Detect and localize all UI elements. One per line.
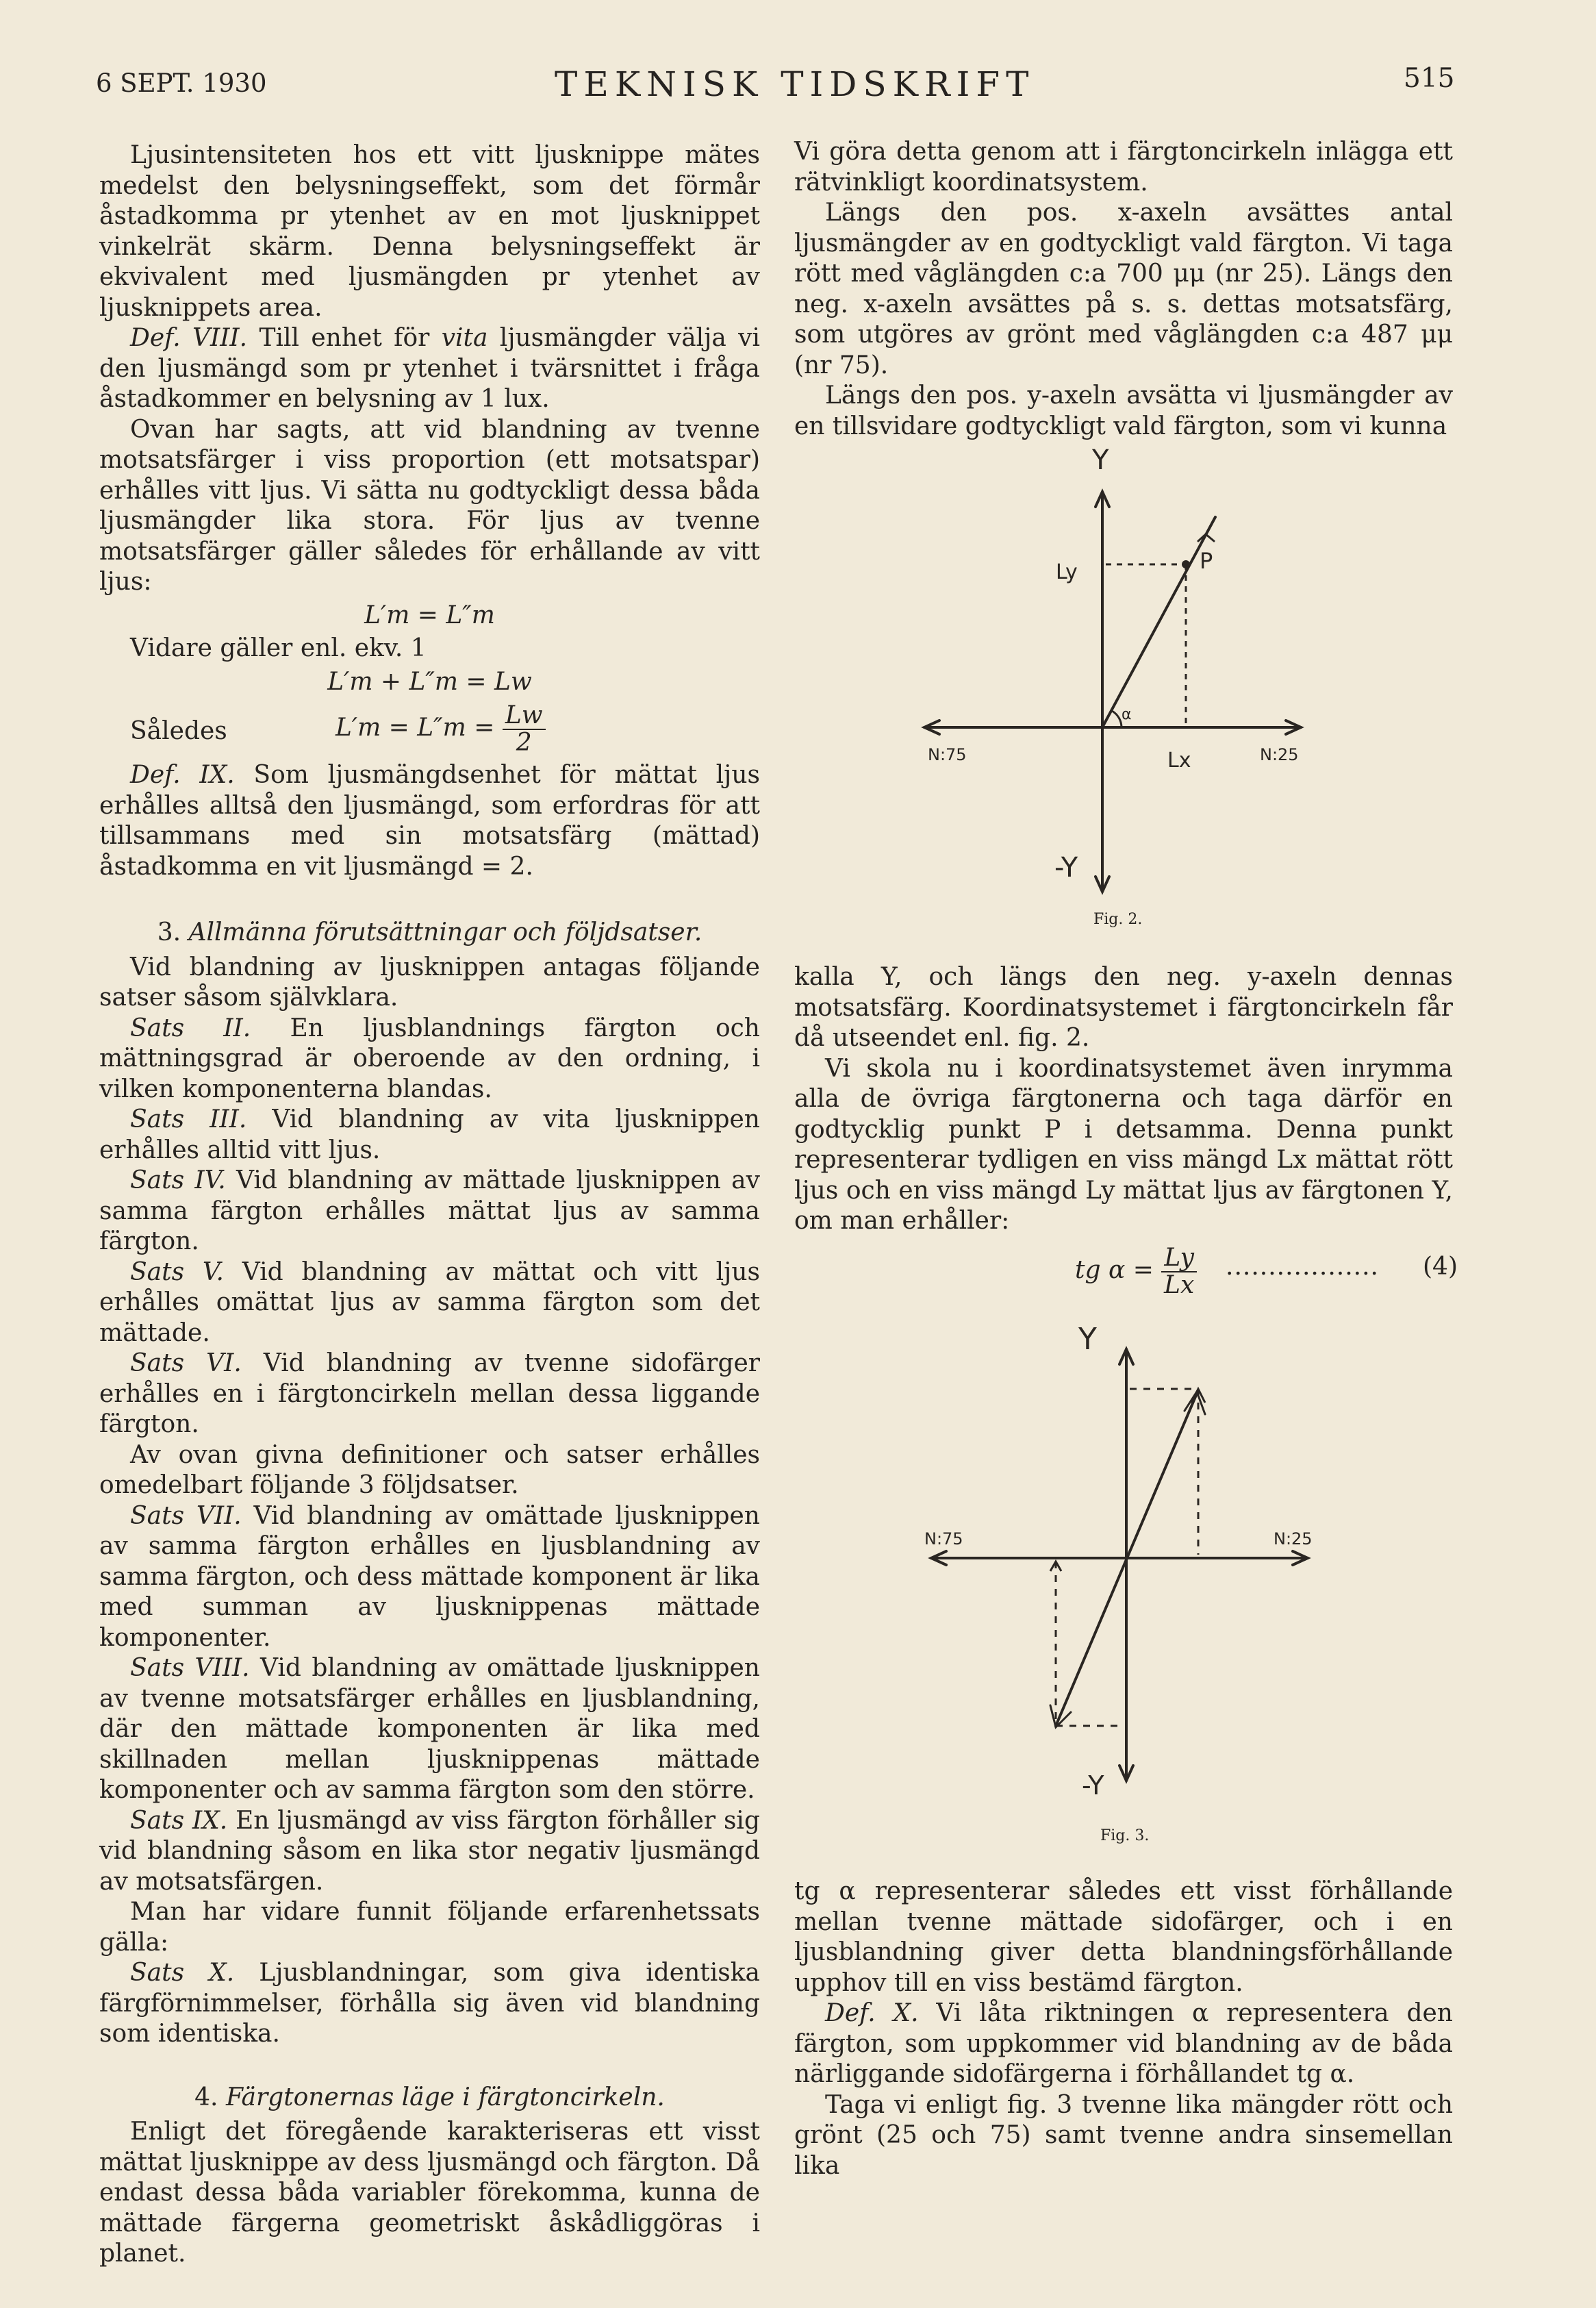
theorem-label: Sats II.: [130, 1014, 251, 1042]
vector-arrowhead: [1198, 534, 1214, 541]
paragraph-saturated-colors: Enligt det föregående karakteriseras ett visst mättat ljusknippe av dess ljusmängd och färgton. Då endast dessa båda variabler förekomma, kunna de mättade färgerna geometriskt åskådliggöras i planet.: [99, 2118, 760, 2268]
paragraph-vidare: Vidare gäller enl. ekv. 1: [130, 634, 427, 662]
page-number: 515: [1404, 63, 1455, 94]
theorem-text: Ljusblandningar, som giva identiska färgförnimmelser, förhålla sig även vid blandning som identiska.: [99, 1959, 760, 2048]
section-number: 4.: [194, 2083, 218, 2111]
definition-text: ljusmängder välja vi den ljusmängd som pr ytenhet i tvärsnittet i fråga åstadkommer en belysning av 1 lux.: [99, 324, 761, 413]
theorem-iii: [99, 1105, 760, 1166]
theorem-label: Sats III.: [130, 1105, 247, 1133]
definition-label: Def. IX.: [130, 761, 235, 789]
theorem-text: Vid blandning av mättat och vitt ljus erhålles omättat ljus av samma färgton som det mättade.: [99, 1257, 760, 1347]
fraction-numerator: Ly: [1161, 1245, 1197, 1272]
fig3-left-label: N:75: [924, 1529, 963, 1548]
fraction-denominator: 2: [516, 729, 532, 757]
theorem-label: Sats VIII.: [130, 1654, 250, 1682]
theorem-text: Vid blandning av tvenne sidofärger erhålles en i färgtoncirkeln mellan dessa liggande färgton.: [99, 1349, 760, 1438]
equation-number: (4): [1423, 1252, 1458, 1281]
equation-label: Således: [130, 717, 227, 745]
theorem-v: [99, 1257, 760, 1349]
fig2-lx-label: Lx: [1167, 749, 1191, 773]
theorem-ix: [99, 1806, 760, 1898]
fig2-neg-y-label: -Y: [1054, 852, 1078, 883]
section-title: Färgtonernas läge i färgtoncirkeln.: [225, 2083, 665, 2111]
section-title: Allmänna förutsättningar och följdsatser.: [188, 918, 702, 946]
figure-2: [904, 438, 1328, 918]
definition-viii: [99, 323, 760, 415]
theorem-vi: [99, 1349, 760, 1440]
right-column-bottom: [794, 1877, 1453, 2181]
fraction: [1161, 1245, 1197, 1299]
equation-2: L′m + L″m = Lw: [327, 667, 532, 696]
equation-lhs: L′m = L″m =: [335, 714, 495, 742]
theorem-label: Sats VI.: [130, 1349, 242, 1377]
page-header: [96, 63, 1465, 116]
theorem-text: En ljusmängd av viss färgton förhåller sig vid blandning såsom en lika stor negativ ljusmängd av motsatsfärgen.: [99, 1806, 760, 1896]
theorem-label: Sats X.: [130, 1959, 235, 1987]
equation-4-expr: [1075, 1245, 1197, 1299]
emphasis: vita: [441, 324, 488, 352]
journal-title: TEKNISK TIDSKRIFT: [555, 64, 1035, 104]
equation-1: L′m = L″m: [364, 601, 495, 629]
point-p: [1182, 560, 1190, 568]
fig2-y-label: Y: [1092, 444, 1109, 476]
fraction-denominator: Lx: [1164, 1270, 1195, 1299]
theorem-viii: [99, 1653, 760, 1806]
fig2-left-label: N:75: [928, 745, 967, 764]
theorem-text: En ljusblandnings färgton och mättningsgrad är oberoende av den ordning, i vilken komponenterna blandas.: [99, 1014, 760, 1103]
figure-2-diagram: [904, 438, 1328, 918]
fraction: [503, 703, 546, 756]
fig2-alpha-label: α: [1122, 706, 1132, 723]
paragraph-corollaries: Av ovan givna definitioner och satser erhålles omedelbart följande 3 följdsatser.: [99, 1440, 760, 1499]
theorem-ii: [99, 1014, 760, 1105]
theorem-vii: [99, 1501, 760, 1654]
section-3-heading: [99, 918, 760, 949]
paragraph-assumptions: Vid blandning av ljusknippen antagas följande satser såsom självklara.: [99, 953, 760, 1012]
definition-x: [794, 1998, 1453, 2090]
fig2-ly-label: Ly: [1056, 560, 1078, 584]
paragraph-y-axis: Längs den pos. y-axeln avsätta vi ljusmängder av en tillsvidare godtyckligt vald färgton, som vi kunna: [794, 381, 1453, 440]
fraction-numerator: Lw: [503, 703, 546, 730]
paragraph-complementary: Ovan har sagts, att vid blandning av tvenne motsatsfärger i viss proportion (ett motsatspar) erhålles vitt ljus. Vi sätta nu godtyckligt dessa båda ljusmängder lika stora. För ljus av tvenne motsatsfärger gäller således för erhållande av vitt ljus:: [99, 415, 760, 596]
definition-text: Till enhet för: [247, 324, 442, 352]
header-date: 6 SEPT. 1930: [96, 68, 267, 98]
alpha-arc: [1112, 711, 1122, 727]
figure-3: [904, 1315, 1328, 1808]
definition-text: Vi låta riktningen α representera den färgton, som uppkommer vid blandning av de båda närliggande sidofärgerna i förhållandet tg α.: [794, 1999, 1453, 2088]
theorem-x: [99, 1958, 760, 2050]
theorem-text: Vid blandning av omättade ljusknippen av samma färgton erhålles en ljusblandning av samma färgton, och dess mättade komponent är lika med summan av ljusknippenas mättade komponenter.: [99, 1501, 760, 1652]
fig2-right-label: N:25: [1260, 745, 1299, 764]
paragraph-tg-alpha: tg α representerar således ett visst förhållande mellan tvenne mättade sidofärger, och i en ljusblandning giver detta blandningsförhållande upphov till en viss bestämd färgton.: [794, 1877, 1453, 1997]
theorem-text: Vid blandning av mättade ljusknippen av samma färgton erhålles mättat ljus av samma färgton.: [99, 1166, 760, 1255]
left-column: [99, 140, 760, 2270]
definition-label: Def. X.: [825, 1999, 919, 2027]
theorem-iv: [99, 1166, 760, 1257]
paragraph-intensity: Ljusintensiteten hos ett vitt ljusknippe mätes medelst den belysningseffekt, som det förmår åstadkomma pr ytenhet av en mot ljusknippet vinkelrät skärm. Denna belysningseffekt är ekvivalent med ljusmängden pr ytenhet av ljusknippets area.: [99, 141, 760, 322]
fig3-right-label: N:25: [1274, 1529, 1313, 1548]
section-number: 3.: [157, 918, 181, 946]
fig3-y-label: Y: [1078, 1322, 1097, 1357]
section-4-heading: [99, 2083, 760, 2113]
figure-2-caption: Fig. 2.: [1093, 911, 1143, 928]
theorem-label: Sats V.: [130, 1257, 224, 1286]
fig2-p-label: P: [1200, 548, 1213, 574]
paragraph-experience: Man har vidare funnit följande erfarenhetssats gälla:: [99, 1898, 760, 1957]
theorem-text: Vid blandning av omättade ljusknippen av tvenne motsatsfärger erhålles en ljusblandning, där den mättade komponenten är lika med skillnaden mellan ljusknippenas mättade komponenter och av samma färgton som den större.: [99, 1654, 760, 1804]
definition-ix: [99, 760, 760, 882]
equation-3-row: [99, 700, 760, 760]
paragraph-x-axis: Längs den pos. x-axeln avsättes antal ljusmängder av en godtyckligt vald färgton. Vi taga rött med våglängden c:a 700 μμ (nr 25). Längs den neg. x-axeln avsättes på s. s. dettas motsatsfärg, som utgöres av grönt med våglängden c:a 487 μμ (nr 75).: [794, 199, 1453, 379]
theorem-label: Sats IX.: [130, 1806, 228, 1835]
definition-text: Som ljusmängdsenhet för mättat ljus erhålles alltså den ljusmängd, som erfordras för att tillsammans med sin motsatsfärg (mättad) åstadkomma en vit ljusmängd = 2.: [99, 761, 760, 881]
paragraph-point-p: Vi skola nu i koordinatsystemet även inrymma alla de övriga färgtonerna och taga därför en godtycklig punkt P i detsamma. Denna punkt representerar tydligen en viss mängd Lx mättat rött ljus och en viss mängd Ly mättat ljus av färgtonen Y, om man erhåller:: [794, 1054, 1453, 1235]
figure-3-diagram: [904, 1315, 1328, 1808]
figure-3-caption: Fig. 3.: [1100, 1827, 1150, 1844]
theorem-label: Sats IV.: [130, 1166, 226, 1194]
equation-3: [335, 703, 546, 756]
equation-4: [794, 1237, 1458, 1299]
theorem-label: Sats VII.: [130, 1501, 242, 1530]
right-column-middle: [794, 962, 1458, 1299]
equation-lhs: tg α =: [1075, 1255, 1154, 1284]
fig3-neg-y-label: -Y: [1082, 1770, 1104, 1801]
paragraph-coordinate-system: Vi göra detta genom att i färgtoncirkeln inlägga ett rätvinkligt koordinatsystem.: [794, 138, 1453, 197]
definition-label: Def. VIII.: [130, 324, 248, 352]
right-column-top: [794, 137, 1453, 442]
vector-op: [1102, 517, 1215, 727]
paragraph-fig3: Taga vi enligt fig. 3 tvenne lika mängder rött och grönt (25 och 75) samt tvenne andra sinsemellan lika: [794, 2090, 1453, 2180]
theorem-text: Vid blandning av vita ljusknippen erhålles alltid vitt ljus.: [99, 1105, 760, 1164]
paragraph-neg-y-axis: kalla Y, och längs den neg. y-axeln dennas motsatsfärg. Koordinatsystemet i färgtoncirkeln får då utseendet enl. fig. 2.: [794, 963, 1453, 1052]
equation-leader-dots: ..................: [1226, 1252, 1379, 1281]
